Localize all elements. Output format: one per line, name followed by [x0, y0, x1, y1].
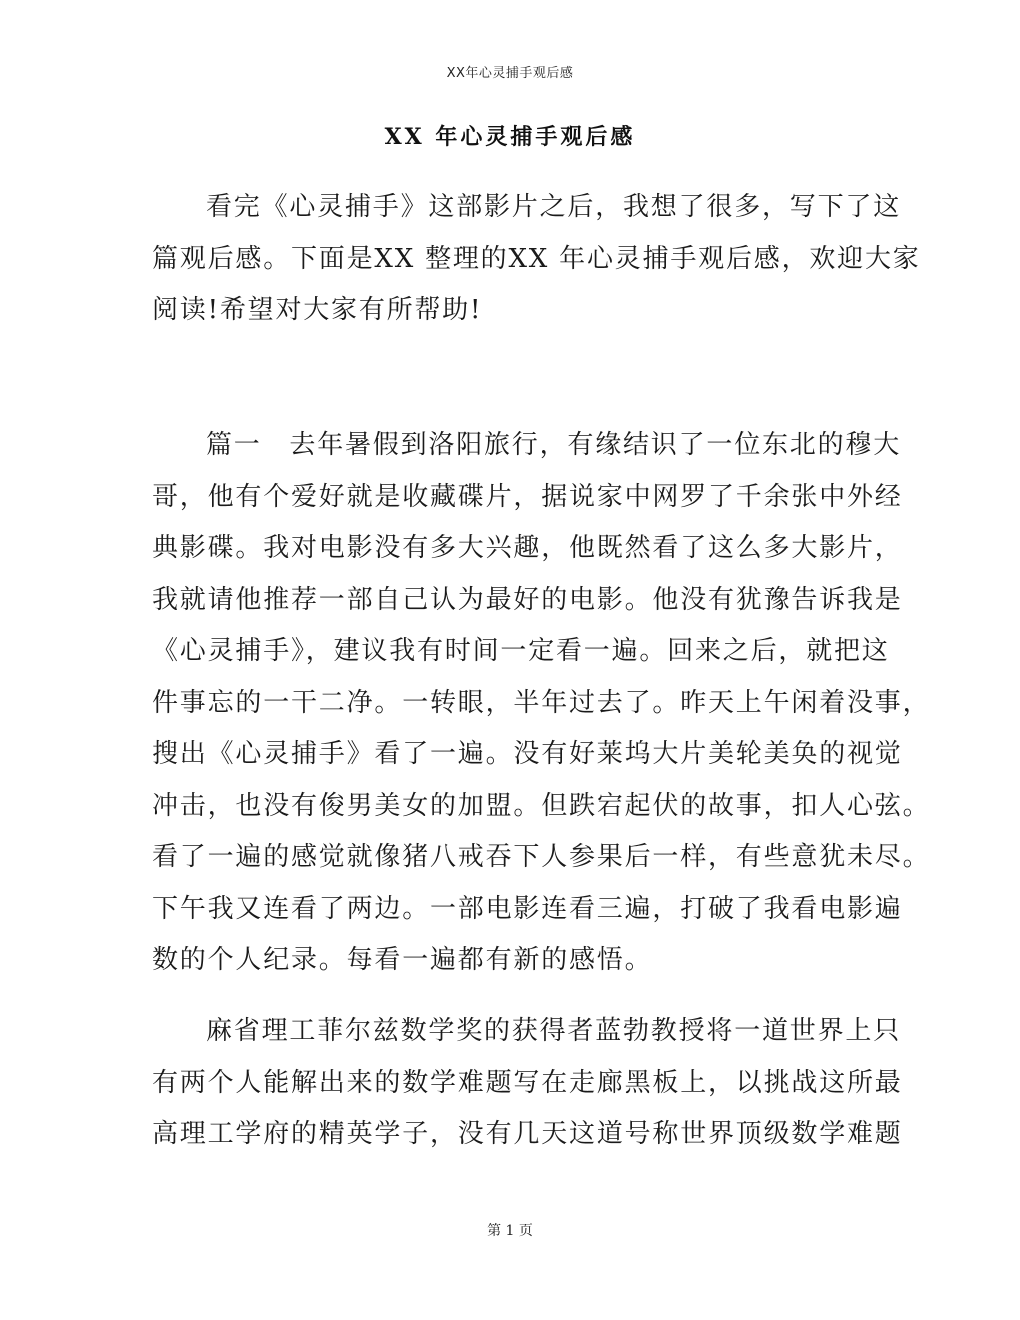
text-line: 麻省理工菲尔兹数学奖的获得者蓝勃教授将一道世界上只 — [206, 1016, 902, 1046]
text-line: 篇一 去年暑假到洛阳旅行，有缘结识了一位东北的穆大 — [206, 430, 902, 460]
text-line: 冲击，也没有俊男美女的加盟。但跌宕起伏的故事，扣人心弦。 — [152, 790, 931, 821]
text-line: 阅读!希望对大家有所帮助! — [152, 295, 483, 325]
text-line: 下午我又连看了两边。一部电影连看三遍，打破了我看电影遍 — [152, 893, 903, 924]
text-line: 哥，他有个爱好就是收藏碟片，据说家中网罗了千余张中外经 — [152, 481, 903, 512]
page-number: 第 1 页 — [487, 1223, 533, 1239]
text-line: 典影碟。我对电影没有多大兴趣，他既然看了这么多大影片， — [152, 533, 903, 563]
part-two-paragraph — [152, 1006, 903, 1161]
text-line: 高理工学府的精英学子，没有几天这道号称世界顶级数学难题 — [152, 1119, 903, 1149]
text-line: 我就请他推荐一部自己认为最好的电影。他没有犹豫告诉我是 — [152, 584, 903, 615]
text-line: 数的个人纪录。每看一遍都有新的感悟。 — [152, 945, 653, 975]
text-line: 看了一遍的感觉就像猪八戒吞下人参果后一样，有些意犹未尽。 — [152, 842, 931, 872]
text-line: 看完《心灵捕手》这部影片之后，我想了很多，写下了这 — [206, 192, 902, 222]
text-line: 件事忘的一干二净。一转眼，半年过去了。昨天上午闲着没事， — [152, 687, 931, 718]
intro-paragraph — [152, 182, 921, 337]
document-title: XX 年心灵捕手观后感 — [384, 124, 636, 150]
part-one-paragraph — [152, 420, 931, 987]
text-line: 搜出《心灵捕手》看了一遍。没有好莱坞大片美轮美奂的视觉 — [152, 739, 903, 769]
text-line: 《心灵捕手》，建议我有时间一定看一遍。回来之后，就把这 — [152, 636, 890, 666]
text-line: 篇观后感。下面是XX 整理的XX 年心灵捕手观后感，欢迎大家 — [152, 243, 921, 274]
running-header: XX年心灵捕手观后感 — [446, 66, 574, 81]
text-line: 有两个人能解出来的数学难题写在走廊黑板上，以挑战这所最 — [152, 1067, 903, 1098]
